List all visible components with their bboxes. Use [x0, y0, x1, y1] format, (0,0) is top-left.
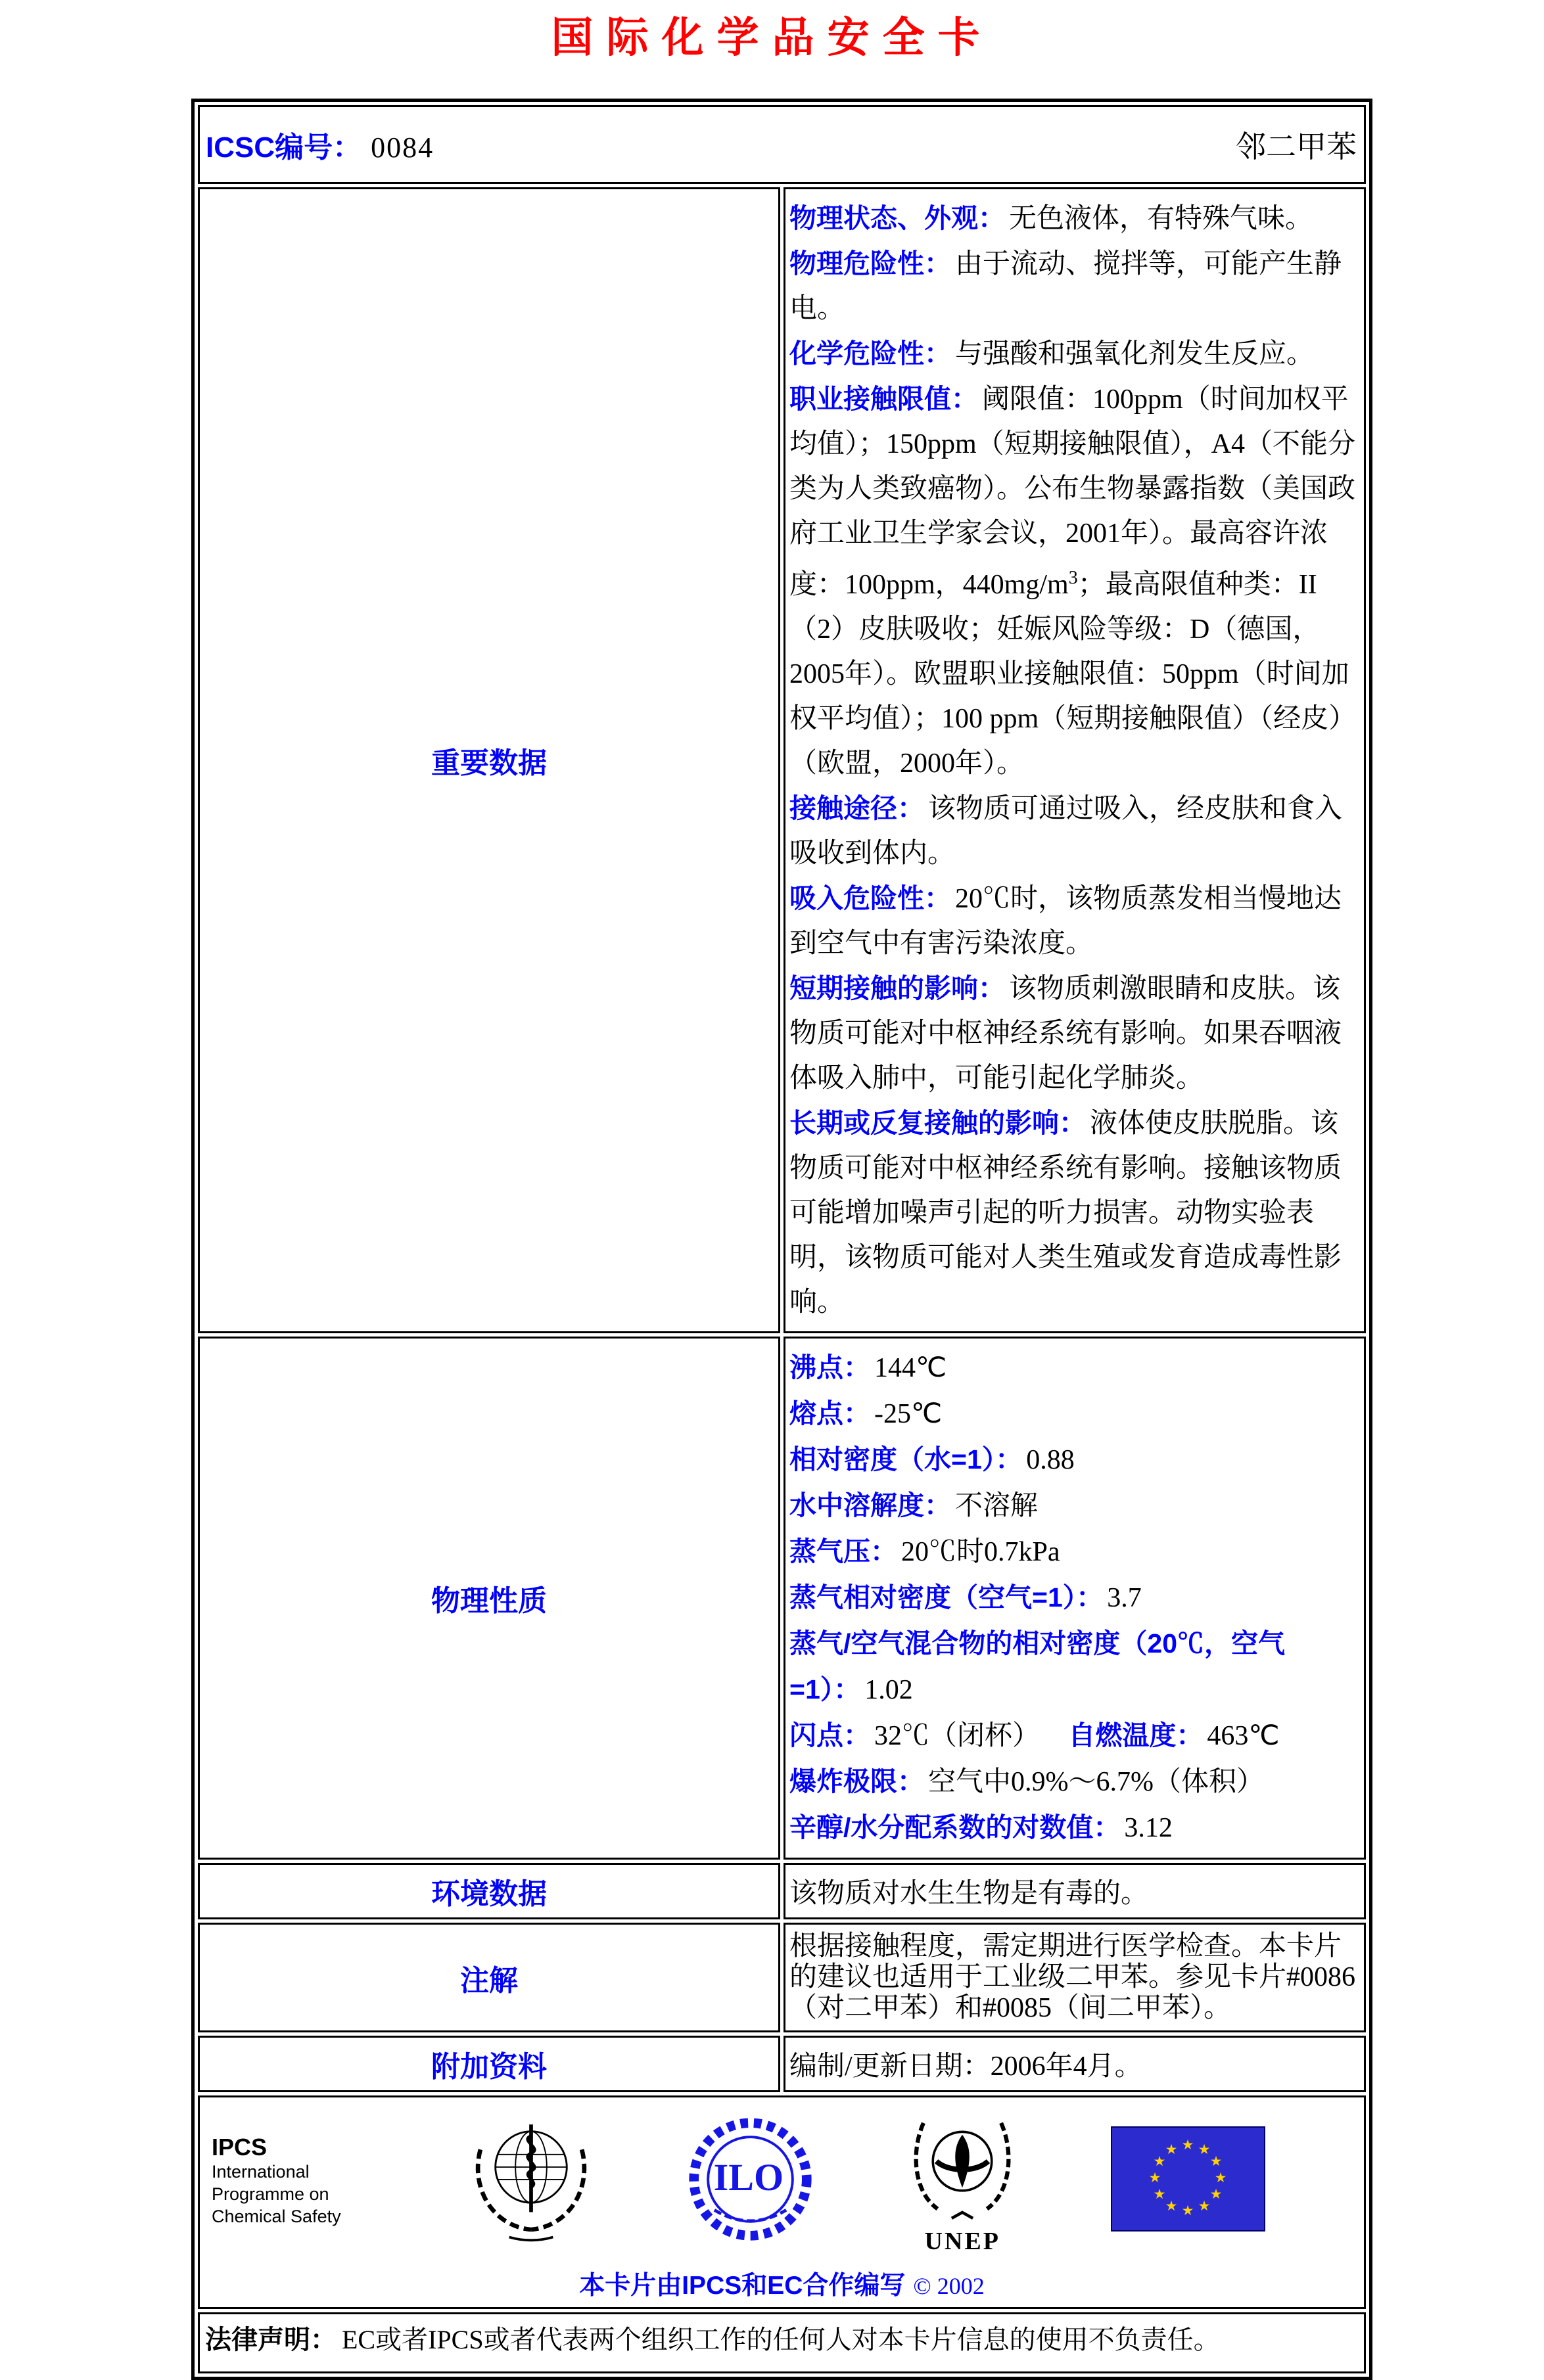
ipcs-subtitle-line: International [212, 2161, 310, 2182]
item-label: 熔点： [789, 1398, 870, 1429]
item-label: 职业接触限值： [789, 384, 978, 415]
important-data-row [198, 187, 1366, 1333]
icsc-document-page [0, 14, 1544, 2380]
ipcs-text-block [212, 2134, 376, 2228]
item-text: 1.02 [864, 1675, 913, 1706]
important-data-item [789, 377, 1359, 786]
footer-cell [198, 2095, 1366, 2309]
item-label: 辛醇/水分配系数的对数值： [789, 1812, 1121, 1843]
item-label: 蒸气压： [789, 1536, 897, 1567]
item-text: 463℃ [1207, 1721, 1280, 1752]
legal-label: 法律声明： [205, 2325, 337, 2355]
item-label: 水中溶解度： [789, 1490, 951, 1521]
item-label: 短期接触的影响： [789, 973, 1005, 1004]
item-text: 20℃时，该物质蒸发相当慢地达到空气中有害污染浓度。 [789, 884, 1342, 959]
svg-text:★: ★ [1153, 2186, 1166, 2203]
important-data-item [789, 966, 1359, 1101]
chemical-name: 邻二甲苯 [1236, 130, 1357, 164]
item-label: 自燃温度： [1068, 1720, 1204, 1751]
physical-property-item [789, 1575, 1359, 1621]
icsc-card-table [191, 99, 1372, 2380]
item-text: 该物质刺激眼睛和皮肤。该物质可能对中枢神经系统有影响。如果吞咽液体吸入肺中，可能引起化学肺炎。 [789, 974, 1342, 1094]
important-data-item [789, 331, 1359, 377]
item-text: 阈限值：100ppm（时间加权平均值）；150ppm（短期接触限值），A4（不能分类为人类致癌物）。公布生物暴露指数（美国政府工业卫生学家会议，2001年）。最高容许浓度：100ppm，440mg/m [789, 384, 1356, 601]
legal-row [198, 2312, 1366, 2373]
important-data-item [789, 241, 1359, 331]
item-text: 144℃ [874, 1353, 947, 1384]
icsc-number-group [206, 124, 434, 166]
header-row [198, 105, 1366, 184]
item-label: 爆炸极限： [789, 1766, 924, 1797]
logos-row [200, 2103, 1364, 2256]
item-text: 32℃（闭杯） [874, 1721, 1041, 1752]
important-data-item [789, 876, 1359, 966]
physical-properties-content [784, 1337, 1366, 1860]
svg-text:★: ★ [1153, 2153, 1166, 2170]
physical-properties-row [198, 1337, 1366, 1860]
superscript-3: 3 [1068, 568, 1078, 589]
item-text: 由于流动、搅拌等，可能产生静电。 [789, 249, 1342, 325]
item-label: 闪点： [789, 1720, 870, 1751]
ipcs-title: IPCS [212, 2133, 268, 2161]
important-data-item [789, 1101, 1359, 1325]
item-label: 长期或反复接触的影响： [789, 1108, 1086, 1139]
svg-text:★: ★ [1214, 2170, 1227, 2186]
icsc-number-label: ICSC编号： [206, 131, 362, 164]
header-cell [198, 105, 1366, 184]
svg-text:★: ★ [1165, 2198, 1178, 2214]
notes-row [198, 1923, 1366, 2032]
ipcs-subtitle-line: Chemical Safety [212, 2206, 341, 2226]
physical-property-item [789, 1391, 1359, 1437]
svg-text:★: ★ [1198, 2141, 1211, 2158]
item-text: 0.88 [1026, 1445, 1075, 1476]
physical-property-item-flash-autoignition [789, 1713, 1359, 1759]
notes-text: 根据接触程度，需定期进行医学检查。本卡片的建议也适用于工业级二甲苯。参见卡片#0086（对二甲苯）和#0085（间二甲苯）。 [789, 1931, 1356, 2024]
physical-property-item [789, 1437, 1359, 1483]
physical-property-item [789, 1483, 1359, 1529]
svg-text:★: ★ [1148, 2170, 1161, 2186]
item-label: 吸入危险性： [789, 883, 951, 914]
item-label: 物理危险性： [789, 248, 951, 279]
item-text: 不溶解 [955, 1491, 1039, 1522]
flash-point-group [789, 1713, 1068, 1759]
physical-property-item [789, 1805, 1359, 1851]
item-label: 物理状态、外观： [789, 203, 1005, 234]
item-text: -25℃ [874, 1399, 943, 1430]
legal-cell [198, 2312, 1366, 2373]
page-title: 国际化学品安全卡 [551, 14, 993, 61]
important-data-content [784, 187, 1366, 1333]
additional-info-content: 编制/更新日期：2006年4月。 [784, 2036, 1366, 2092]
icsc-number-value: 0084 [371, 131, 434, 164]
section-label-additional-info: 附加资料 [198, 2036, 780, 2092]
section-label-environmental-data: 环境数据 [198, 1863, 780, 1919]
item-text: 液体使皮肤脱脂。该物质可能对中枢神经系统有影响。接触该物质可能增加噪声引起的听力损害。动物实验表明，该物质可能对人类生殖或发育造成毒性影响。 [789, 1109, 1342, 1318]
svg-text:★: ★ [1181, 2203, 1194, 2219]
unep-word: UNEP [924, 2228, 1000, 2256]
svg-text:★: ★ [1209, 2186, 1223, 2203]
physical-property-item [789, 1345, 1359, 1391]
item-label: 蒸气相对密度（空气=1）： [789, 1582, 1104, 1613]
section-label-physical-properties: 物理性质 [198, 1337, 780, 1860]
svg-text:★: ★ [1209, 2153, 1223, 2170]
svg-text:★: ★ [1181, 2137, 1194, 2153]
item-text: 与强酸和强氧化剂发生反应。 [955, 339, 1315, 370]
item-label: 相对密度（水=1）： [789, 1444, 1023, 1475]
ilo-emblem-icon [686, 2115, 814, 2247]
eu-flag-icon [1111, 2126, 1265, 2235]
section-label-notes: 注解 [198, 1923, 780, 2032]
who-emblem-icon [465, 2113, 597, 2248]
item-text: 3.7 [1107, 1583, 1142, 1614]
header-flex [200, 123, 1363, 166]
item-label: 沸点： [789, 1352, 870, 1383]
item-text: 该物质可通过吸入，经皮肤和食入吸收到体内。 [789, 794, 1343, 869]
physical-property-item [789, 1759, 1359, 1805]
item-text: 3.12 [1124, 1813, 1173, 1844]
item-text: ；最高限值种类：II（2）皮肤吸收；妊娠风险等级：D（德国，2005年）。欧盟职业接触限值：50ppm（时间加权平均值）；100 ppm（短期接触限值）（经皮）（欧盟，2000年）。 [789, 570, 1357, 779]
item-text: 20℃时0.7kPa [901, 1537, 1060, 1568]
important-data-item [789, 786, 1359, 876]
physical-property-item [789, 1529, 1359, 1575]
unep-emblem-group [903, 2105, 1021, 2256]
environmental-data-content: 该物质对水生生物是有毒的。 [784, 1863, 1366, 1919]
svg-text:★: ★ [1198, 2198, 1211, 2214]
footer-copyright: © 2002 [913, 2273, 985, 2300]
unep-emblem-icon [903, 2105, 1021, 2232]
ipcs-subtitle-line: Programme on [212, 2184, 329, 2204]
item-label: 接触途径： [789, 793, 924, 824]
footer-caption-text: 本卡片由IPCS和EC合作编写 [579, 2272, 906, 2300]
section-label-important-data: 重要数据 [198, 187, 780, 1333]
additional-info-row [198, 2036, 1366, 2092]
environmental-data-row [198, 1863, 1366, 1919]
footer-row [198, 2095, 1366, 2309]
autoignition-group [1068, 1713, 1347, 1759]
item-label: 蒸气/空气混合物的相对密度（20℃，空气=1）： [789, 1628, 1285, 1705]
important-data-item [789, 196, 1359, 241]
item-text: 无色液体，有特殊气味。 [1009, 204, 1313, 235]
item-label: 化学危险性： [789, 338, 951, 369]
footer-caption [200, 2265, 1364, 2302]
notes-content [784, 1923, 1366, 2032]
ilo-letters: ILO [713, 2156, 784, 2199]
legal-text: EC或者IPCS或者代表两个组织工作的任何人对本卡片信息的使用不负责任。 [342, 2325, 1220, 2355]
svg-text:★: ★ [1165, 2141, 1178, 2158]
physical-property-item [789, 1621, 1359, 1713]
item-text: 空气中0.9%～6.7%（体积） [928, 1767, 1264, 1798]
